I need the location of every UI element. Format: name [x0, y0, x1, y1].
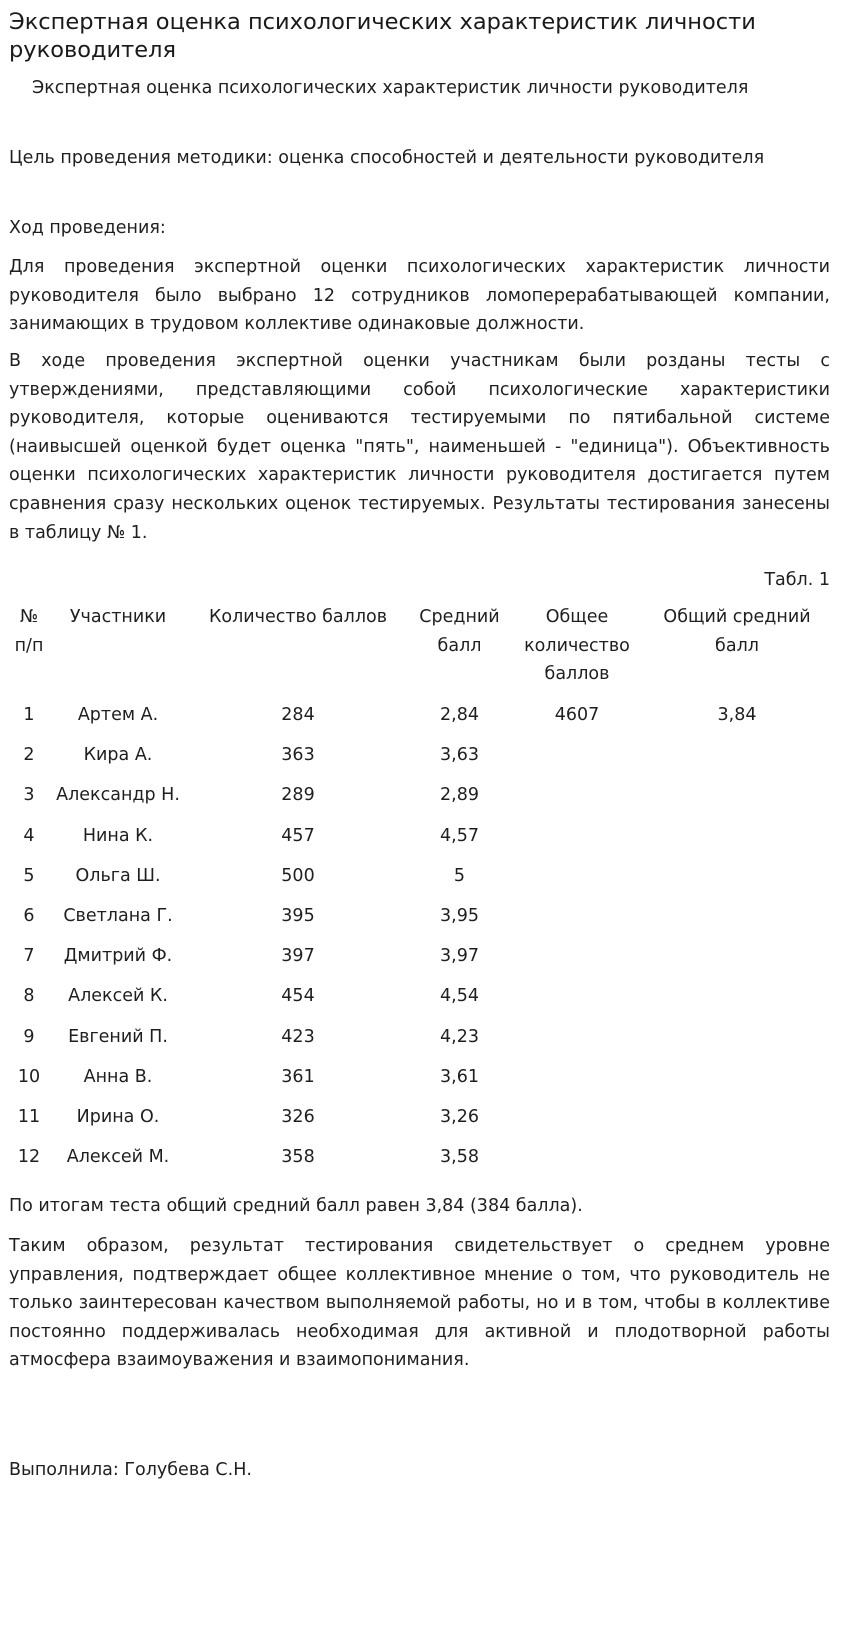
goal-text: Цель проведения методики: оценка способностей и деятельности руководителя: [9, 148, 765, 168]
table-row: [9, 735, 830, 775]
cell-total-points: [510, 1057, 644, 1097]
cell-number: 11: [17, 1107, 41, 1128]
cell-number: 8: [23, 986, 35, 1007]
cell-participant: Александр Н.: [56, 785, 180, 806]
table-row: [9, 936, 830, 976]
cell-average: 4,57: [440, 825, 479, 846]
conclusion-text: Таким образом, результат тестирования свидетельствует о среднем уровне управления, подтверждает общее коллективное мнение о том, что руководитель не только заинтересован качеством выполняемой работы, но и в том, чтобы в коллективе постоянно поддерживалась необходимая для активной и плодотворной работы атмосфера взаимоуважения и взаимопонимания.: [9, 1236, 830, 1371]
table-header-row: [9, 603, 830, 695]
cell-number: 12: [17, 1147, 41, 1168]
cell-number: 4: [23, 825, 35, 846]
table-row: [9, 1097, 830, 1137]
header-total-points: Общее количество баллов: [524, 607, 630, 685]
cell-average: 3,95: [440, 906, 479, 927]
cell-number: 9: [23, 1026, 35, 1047]
cell-total-average: 3,84: [717, 705, 757, 725]
cell-average: 3,97: [440, 946, 479, 967]
cell-points: 395: [281, 906, 315, 927]
cell-total-points: [510, 936, 644, 976]
cell-participant: Алексей К.: [68, 986, 168, 1007]
cell-total-points: [510, 1097, 644, 1137]
table-row: [9, 775, 830, 815]
cell-total-points: [510, 1017, 644, 1057]
cell-total-average: [644, 1097, 830, 1137]
cell-participant: Артем А.: [77, 705, 159, 725]
header-average: Средний балл: [419, 607, 500, 656]
cell-points: 284: [281, 705, 315, 725]
cell-points: 397: [281, 946, 315, 967]
header-points: Количество баллов: [208, 607, 388, 627]
cell-total-average: [644, 1057, 830, 1097]
cell-average: 3,61: [440, 1066, 479, 1087]
cell-points: 326: [281, 1107, 315, 1128]
cell-points: 363: [281, 745, 315, 766]
cell-total-average: [644, 816, 830, 856]
header-number: № п/п: [14, 607, 44, 656]
cell-total-average: [644, 856, 830, 896]
cell-average: 2,89: [440, 785, 479, 806]
cell-participant: Ольга Ш.: [75, 865, 161, 886]
cell-participant: Алексей М.: [66, 1147, 170, 1168]
cell-number: 1: [23, 705, 35, 725]
cell-number: 5: [23, 865, 35, 886]
table-row: [9, 896, 830, 936]
cell-points: 358: [281, 1147, 315, 1168]
cell-total-points: [510, 775, 644, 815]
table-row: [9, 1057, 830, 1097]
cell-total-average: [644, 976, 830, 1016]
cell-total-average: [644, 896, 830, 936]
cell-participant: Кира А.: [83, 745, 153, 766]
header-participants: Участники: [69, 607, 167, 627]
cell-average: 3,63: [440, 745, 479, 766]
table-row: [9, 816, 830, 856]
header-total-average: Общий средний балл: [663, 607, 811, 656]
table-row: [9, 856, 830, 896]
cell-average: 2,84: [440, 705, 479, 725]
cell-total-average: [644, 735, 830, 775]
cell-points: 289: [281, 785, 315, 806]
paragraph-method: В ходе проведения экспертной оценки участникам были розданы тесты с утверждениями, представляющими собой психологические характеристики руководителя, которые оцениваются тестируемыми по пятибальной системе (наивысшей оценкой будет оценка "пять", наименьшей - "единица"). Объективность оценки психологических характеристик личности руководителя достигается путем сравнения сразу нескольких оценок тестируемых. Результаты тестирования занесены в таблицу № 1.: [9, 351, 830, 543]
cell-points: 500: [281, 865, 315, 886]
cell-total-points: [510, 896, 644, 936]
cell-points: 361: [281, 1066, 315, 1087]
cell-number: 3: [23, 785, 35, 806]
cell-number: 10: [17, 1066, 41, 1087]
cell-participant: Нина К.: [82, 825, 154, 846]
cell-participant: Ирина О.: [76, 1107, 160, 1128]
cell-participant: Евгений П.: [68, 1026, 168, 1047]
cell-total-points: [510, 735, 644, 775]
cell-points: 457: [281, 825, 315, 846]
cell-average: 3,26: [440, 1107, 479, 1128]
cell-total-average: [644, 1137, 830, 1177]
summary-text: По итогам теста общий средний балл равен 3,84 (384 балла).: [9, 1196, 583, 1216]
cell-average: 3,58: [440, 1147, 479, 1168]
cell-total-points: 4607: [554, 705, 600, 725]
cell-number: 6: [23, 906, 35, 927]
cell-participant: Светлана Г.: [63, 906, 173, 927]
cell-number: 2: [23, 745, 35, 766]
procedure-heading: Ход проведения:: [9, 218, 166, 238]
paragraph-participants: Для проведения экспертной оценки психологических характеристик личности руководителя было выбрано 12 сотрудников ломоперерабатывающей компании, занимающих в трудовом коллективе одинаковые должности.: [9, 257, 830, 335]
table-row: [9, 695, 830, 735]
cell-average: 4,23: [440, 1026, 479, 1047]
cell-number: 7: [23, 946, 35, 967]
table-row: [9, 1137, 830, 1177]
cell-points: 423: [281, 1026, 315, 1047]
table-label: Табл. 1: [764, 570, 830, 590]
cell-participant: Дмитрий Ф.: [63, 946, 173, 967]
cell-total-points: [510, 816, 644, 856]
cell-average: 5: [453, 865, 466, 886]
table-row: [9, 1017, 830, 1057]
cell-total-points: [510, 976, 644, 1016]
cell-total-points: [510, 1137, 644, 1177]
cell-points: 454: [281, 986, 315, 1007]
cell-average: 4,54: [440, 986, 479, 1007]
cell-total-points: [510, 856, 644, 896]
signature: Выполнила: Голубева С.Н.: [9, 1460, 252, 1480]
page-title: Экспертная оценка психологических характеристик личности руководителя: [9, 9, 756, 63]
document-subtitle: Экспертная оценка психологических характеристик личности руководителя: [32, 78, 749, 98]
cell-participant: Анна В.: [83, 1066, 153, 1087]
table-body: [9, 695, 830, 1177]
table-row: [9, 976, 830, 1016]
cell-total-average: [644, 775, 830, 815]
cell-total-average: [644, 1017, 830, 1057]
cell-total-average: [644, 936, 830, 976]
results-table: [9, 603, 830, 1177]
